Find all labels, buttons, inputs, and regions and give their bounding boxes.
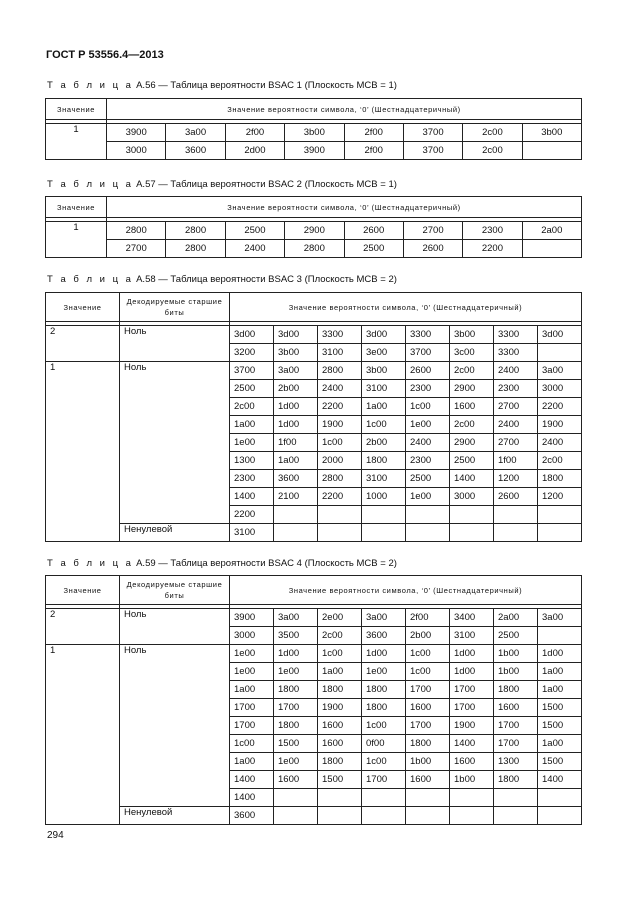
prob-cell: 1800 (362, 452, 406, 470)
prob-cell: 2f00 (225, 124, 284, 142)
prob-cell: 3d00 (538, 326, 582, 344)
table-row (46, 609, 582, 627)
table-a57 (45, 196, 582, 258)
prob-cell: 2600 (344, 222, 403, 240)
prob-cell: 1a00 (230, 681, 274, 699)
prob-cell: 2400 (538, 434, 582, 452)
prob-cell: 2500 (494, 627, 538, 645)
prob-cell: 2c00 (538, 452, 582, 470)
prob-cell: 3100 (362, 470, 406, 488)
prob-cell: 2100 (274, 488, 318, 506)
prob-cell: 1c00 (406, 398, 450, 416)
prob-cell: 1d00 (450, 645, 494, 663)
prob-cell: 1700 (230, 699, 274, 717)
col-header-bits: Декодируемые старшие биты (120, 293, 230, 322)
prob-cell: 2f00 (406, 609, 450, 627)
prob-cell: 1500 (538, 717, 582, 735)
prob-cell: 1800 (406, 735, 450, 753)
prob-cell: 1a00 (230, 416, 274, 434)
prob-cell: 1600 (406, 699, 450, 717)
prob-cell: 3b00 (285, 124, 344, 142)
prob-cell: 1c00 (318, 434, 362, 452)
prob-cell: 1e00 (362, 663, 406, 681)
prob-cell: 1600 (450, 753, 494, 771)
prob-cell (450, 524, 494, 542)
prob-cell: 2200 (463, 240, 522, 258)
prob-cell: 3c00 (450, 344, 494, 362)
prob-cell: 1600 (406, 771, 450, 789)
prob-cell: 2300 (230, 470, 274, 488)
prob-cell: 2300 (463, 222, 522, 240)
table-caption-a59: Т а б л и ц а А.59 — Таблица вероятности BSAC 4 (Плоскость MCB = 2) (47, 558, 397, 569)
value-cell: 1 (46, 124, 107, 160)
prob-cell: 1c00 (230, 735, 274, 753)
prob-cell: 1a00 (538, 735, 582, 753)
prob-cell (274, 807, 318, 825)
prob-cell: 3d00 (362, 326, 406, 344)
prob-cell: 3b00 (362, 362, 406, 380)
prob-cell (406, 789, 450, 807)
prob-cell: 3700 (403, 124, 462, 142)
bits-cell: Ненулевой (120, 807, 230, 825)
prob-cell: 2800 (166, 222, 225, 240)
prob-cell: 1a00 (274, 452, 318, 470)
prob-cell (538, 506, 582, 524)
prob-cell: 1f00 (494, 452, 538, 470)
prob-cell: 3900 (285, 142, 344, 160)
bits-cell: Ненулевой (120, 524, 230, 542)
value-cell: 1 (46, 645, 120, 825)
prob-cell: 3300 (318, 326, 362, 344)
prob-cell: 2c00 (463, 142, 522, 160)
prob-cell: 2500 (344, 240, 403, 258)
prob-cell: 2a00 (522, 222, 581, 240)
prob-cell: 1a00 (362, 398, 406, 416)
prob-cell: 2400 (225, 240, 284, 258)
prob-cell: 2f00 (344, 142, 403, 160)
prob-cell: 1400 (230, 771, 274, 789)
prob-cell: 1c00 (406, 645, 450, 663)
prob-cell (406, 807, 450, 825)
prob-cell: 3900 (230, 609, 274, 627)
prob-cell: 2600 (406, 362, 450, 380)
table-row (46, 142, 582, 160)
prob-cell (406, 506, 450, 524)
prob-cell (406, 524, 450, 542)
prob-cell: 1700 (450, 699, 494, 717)
prob-cell: 3700 (230, 362, 274, 380)
col-header-prob: Значение вероятности символа, ‘0’ (Шестнадцатеричный) (107, 99, 582, 120)
prob-cell: 2500 (225, 222, 284, 240)
document-header: ГОСТ Р 53556.4—2013 (46, 49, 164, 61)
prob-cell: 2400 (494, 416, 538, 434)
prob-cell: 2600 (494, 488, 538, 506)
col-header-value: Значение (46, 293, 120, 322)
prob-cell (274, 789, 318, 807)
prob-cell (450, 789, 494, 807)
prob-cell: 1400 (230, 789, 274, 807)
prob-cell: 1500 (318, 771, 362, 789)
prob-cell (538, 344, 582, 362)
prob-cell: 3000 (538, 380, 582, 398)
bits-cell: Ноль (120, 362, 230, 524)
prob-cell (450, 807, 494, 825)
bits-cell: Ноль (120, 609, 230, 645)
value-cell: 1 (46, 222, 107, 258)
col-header-prob: Значение вероятности символа, ‘0’ (Шестнадцатеричный) (107, 197, 582, 218)
prob-cell: 2500 (230, 380, 274, 398)
prob-cell: 3400 (450, 609, 494, 627)
prob-cell: 3600 (362, 627, 406, 645)
prob-cell: 1400 (450, 470, 494, 488)
prob-cell: 2f00 (344, 124, 403, 142)
prob-cell: 1700 (406, 681, 450, 699)
table-row (46, 326, 582, 344)
prob-cell: 1800 (318, 681, 362, 699)
prob-cell (522, 142, 581, 160)
prob-cell: 2200 (230, 506, 274, 524)
prob-cell: 1c00 (318, 645, 362, 663)
prob-cell (538, 524, 582, 542)
prob-cell: 2a00 (494, 609, 538, 627)
prob-cell: 1d00 (274, 416, 318, 434)
prob-cell: 1a00 (538, 663, 582, 681)
prob-cell: 1b00 (450, 771, 494, 789)
prob-cell (538, 789, 582, 807)
prob-cell: 1a00 (230, 753, 274, 771)
prob-cell: 1600 (450, 398, 494, 416)
col-header-bits: Декодируемые старшие биты (120, 576, 230, 605)
prob-cell: 1800 (274, 681, 318, 699)
prob-cell: 3b00 (522, 124, 581, 142)
prob-cell: 2400 (406, 434, 450, 452)
prob-cell: 1800 (362, 681, 406, 699)
prob-cell: 3600 (166, 142, 225, 160)
prob-cell: 2300 (494, 380, 538, 398)
prob-cell: 2c00 (450, 416, 494, 434)
prob-cell: 1b00 (494, 645, 538, 663)
prob-cell: 2000 (318, 452, 362, 470)
prob-cell: 1a00 (318, 663, 362, 681)
prob-cell: 1600 (494, 699, 538, 717)
prob-cell: 1c00 (362, 717, 406, 735)
prob-cell: 1c00 (406, 663, 450, 681)
prob-cell: 3100 (450, 627, 494, 645)
prob-cell: 2c00 (450, 362, 494, 380)
prob-cell: 1300 (494, 753, 538, 771)
table-row (46, 124, 582, 142)
prob-cell: 1d00 (274, 645, 318, 663)
prob-cell: 1d00 (362, 645, 406, 663)
prob-cell: 3000 (450, 488, 494, 506)
prob-cell: 3300 (406, 326, 450, 344)
table-row (46, 524, 582, 542)
prob-cell: 2700 (107, 240, 166, 258)
prob-cell: 2700 (494, 398, 538, 416)
prob-cell: 1900 (450, 717, 494, 735)
prob-cell: 2c00 (318, 627, 362, 645)
prob-cell: 1a00 (538, 681, 582, 699)
prob-cell: 1c00 (362, 753, 406, 771)
prob-cell: 2800 (285, 240, 344, 258)
prob-cell: 3d00 (274, 326, 318, 344)
prob-cell (274, 524, 318, 542)
prob-cell: 3700 (403, 142, 462, 160)
prob-cell: 2500 (406, 470, 450, 488)
prob-cell: 3d00 (230, 326, 274, 344)
prob-cell: 3300 (494, 344, 538, 362)
prob-cell (362, 789, 406, 807)
table-a59 (45, 575, 582, 825)
prob-cell: 2b00 (362, 434, 406, 452)
prob-cell: 2900 (450, 434, 494, 452)
prob-cell: 2e00 (318, 609, 362, 627)
prob-cell: 2800 (107, 222, 166, 240)
prob-cell: 3100 (318, 344, 362, 362)
prob-cell: 3300 (494, 326, 538, 344)
prob-cell: 2300 (406, 380, 450, 398)
prob-cell: 1700 (362, 771, 406, 789)
prob-cell: 1500 (538, 753, 582, 771)
prob-cell: 1500 (274, 735, 318, 753)
prob-cell: 2200 (538, 398, 582, 416)
prob-cell: 1500 (538, 699, 582, 717)
prob-cell: 0f00 (362, 735, 406, 753)
prob-cell (362, 807, 406, 825)
prob-cell: 2300 (406, 452, 450, 470)
prob-cell: 3a00 (538, 362, 582, 380)
prob-cell: 3000 (230, 627, 274, 645)
prob-cell: 1400 (450, 735, 494, 753)
prob-cell: 3600 (274, 470, 318, 488)
table-row (46, 807, 582, 825)
prob-cell: 2b00 (274, 380, 318, 398)
prob-cell: 2d00 (225, 142, 284, 160)
prob-cell: 2700 (494, 434, 538, 452)
prob-cell: 2800 (318, 362, 362, 380)
prob-cell: 1700 (494, 717, 538, 735)
prob-cell: 2800 (166, 240, 225, 258)
bits-cell: Ноль (120, 326, 230, 362)
table-row (46, 362, 582, 380)
prob-cell: 1c00 (362, 416, 406, 434)
table-caption-a58: Т а б л и ц а А.58 — Таблица вероятности BSAC 3 (Плоскость MCB = 2) (47, 274, 397, 285)
value-cell: 2 (46, 326, 120, 362)
prob-cell: 3a00 (274, 362, 318, 380)
value-cell: 2 (46, 609, 120, 645)
prob-cell: 3900 (107, 124, 166, 142)
prob-cell: 3b00 (450, 326, 494, 344)
prob-cell: 1e00 (230, 663, 274, 681)
prob-cell (494, 506, 538, 524)
prob-cell: 2400 (318, 380, 362, 398)
prob-cell (538, 807, 582, 825)
prob-cell: 3700 (406, 344, 450, 362)
prob-cell: 1900 (538, 416, 582, 434)
prob-cell: 1200 (494, 470, 538, 488)
prob-cell: 1600 (318, 717, 362, 735)
prob-cell (522, 240, 581, 258)
prob-cell: 1800 (318, 753, 362, 771)
prob-cell (494, 789, 538, 807)
prob-cell (318, 789, 362, 807)
prob-cell: 1e00 (230, 645, 274, 663)
prob-cell: 1700 (274, 699, 318, 717)
prob-cell: 2200 (318, 398, 362, 416)
prob-cell: 1f00 (274, 434, 318, 452)
prob-cell: 1e00 (274, 753, 318, 771)
prob-cell: 2c00 (230, 398, 274, 416)
prob-cell (362, 506, 406, 524)
prob-cell: 1e00 (406, 416, 450, 434)
table-row (46, 222, 582, 240)
prob-cell: 1800 (494, 681, 538, 699)
prob-cell: 1700 (450, 681, 494, 699)
prob-cell: 3e00 (362, 344, 406, 362)
prob-cell: 1700 (406, 717, 450, 735)
prob-cell: 1b00 (406, 753, 450, 771)
prob-cell: 2900 (285, 222, 344, 240)
prob-cell: 2800 (318, 470, 362, 488)
prob-cell: 1800 (494, 771, 538, 789)
prob-cell: 2600 (403, 240, 462, 258)
prob-cell: 1600 (318, 735, 362, 753)
prob-cell: 3100 (362, 380, 406, 398)
prob-cell (494, 524, 538, 542)
prob-cell: 1e00 (230, 434, 274, 452)
prob-cell (318, 506, 362, 524)
col-header-prob: Значение вероятности символа, ‘0’ (Шестнадцатеричный) (230, 576, 582, 605)
prob-cell: 1d00 (274, 398, 318, 416)
prob-cell (362, 524, 406, 542)
prob-cell: 1700 (230, 717, 274, 735)
page-number: 294 (47, 830, 64, 841)
prob-cell (318, 524, 362, 542)
prob-cell: 1b00 (494, 663, 538, 681)
prob-cell: 1d00 (538, 645, 582, 663)
col-header-value: Значение (46, 576, 120, 605)
table-caption-a56: Т а б л и ц а А.56 — Таблица вероятности BSAC 1 (Плоскость MCB = 1) (47, 80, 397, 91)
prob-cell: 3100 (230, 524, 274, 542)
prob-cell: 3b00 (274, 344, 318, 362)
prob-cell: 1e00 (274, 663, 318, 681)
prob-cell (318, 807, 362, 825)
prob-cell: 1900 (318, 416, 362, 434)
prob-cell: 2200 (318, 488, 362, 506)
prob-cell: 1800 (362, 699, 406, 717)
prob-cell (450, 506, 494, 524)
prob-cell: 2400 (494, 362, 538, 380)
col-header-value: Значение (46, 197, 107, 218)
prob-cell: 1400 (230, 488, 274, 506)
prob-cell (274, 506, 318, 524)
prob-cell: 2700 (403, 222, 462, 240)
table-caption-a57: Т а б л и ц а А.57 — Таблица вероятности BSAC 2 (Плоскость MCB = 1) (47, 179, 397, 190)
prob-cell: 3a00 (166, 124, 225, 142)
table-row (46, 240, 582, 258)
prob-cell: 1e00 (406, 488, 450, 506)
table-a56 (45, 98, 582, 160)
value-cell: 1 (46, 362, 120, 542)
table-a58 (45, 292, 582, 542)
prob-cell: 3a00 (538, 609, 582, 627)
prob-cell: 1900 (318, 699, 362, 717)
prob-cell: 1800 (538, 470, 582, 488)
prob-cell: 1200 (538, 488, 582, 506)
prob-cell: 1d00 (450, 663, 494, 681)
prob-cell: 1400 (538, 771, 582, 789)
prob-cell: 3600 (230, 807, 274, 825)
prob-cell: 2500 (450, 452, 494, 470)
bits-cell: Ноль (120, 645, 230, 807)
prob-cell: 3a00 (274, 609, 318, 627)
prob-cell: 1700 (494, 735, 538, 753)
table-row (46, 645, 582, 663)
prob-cell: 3000 (107, 142, 166, 160)
prob-cell: 3500 (274, 627, 318, 645)
prob-cell: 2c00 (463, 124, 522, 142)
prob-cell: 3200 (230, 344, 274, 362)
prob-cell (494, 807, 538, 825)
prob-cell: 1800 (274, 717, 318, 735)
prob-cell: 1000 (362, 488, 406, 506)
prob-cell: 2900 (450, 380, 494, 398)
col-header-value: Значение (46, 99, 107, 120)
prob-cell: 1600 (274, 771, 318, 789)
prob-cell: 3a00 (362, 609, 406, 627)
prob-cell: 1300 (230, 452, 274, 470)
col-header-prob: Значение вероятности символа, ‘0’ (Шестнадцатеричный) (230, 293, 582, 322)
prob-cell: 2b00 (406, 627, 450, 645)
prob-cell (538, 627, 582, 645)
